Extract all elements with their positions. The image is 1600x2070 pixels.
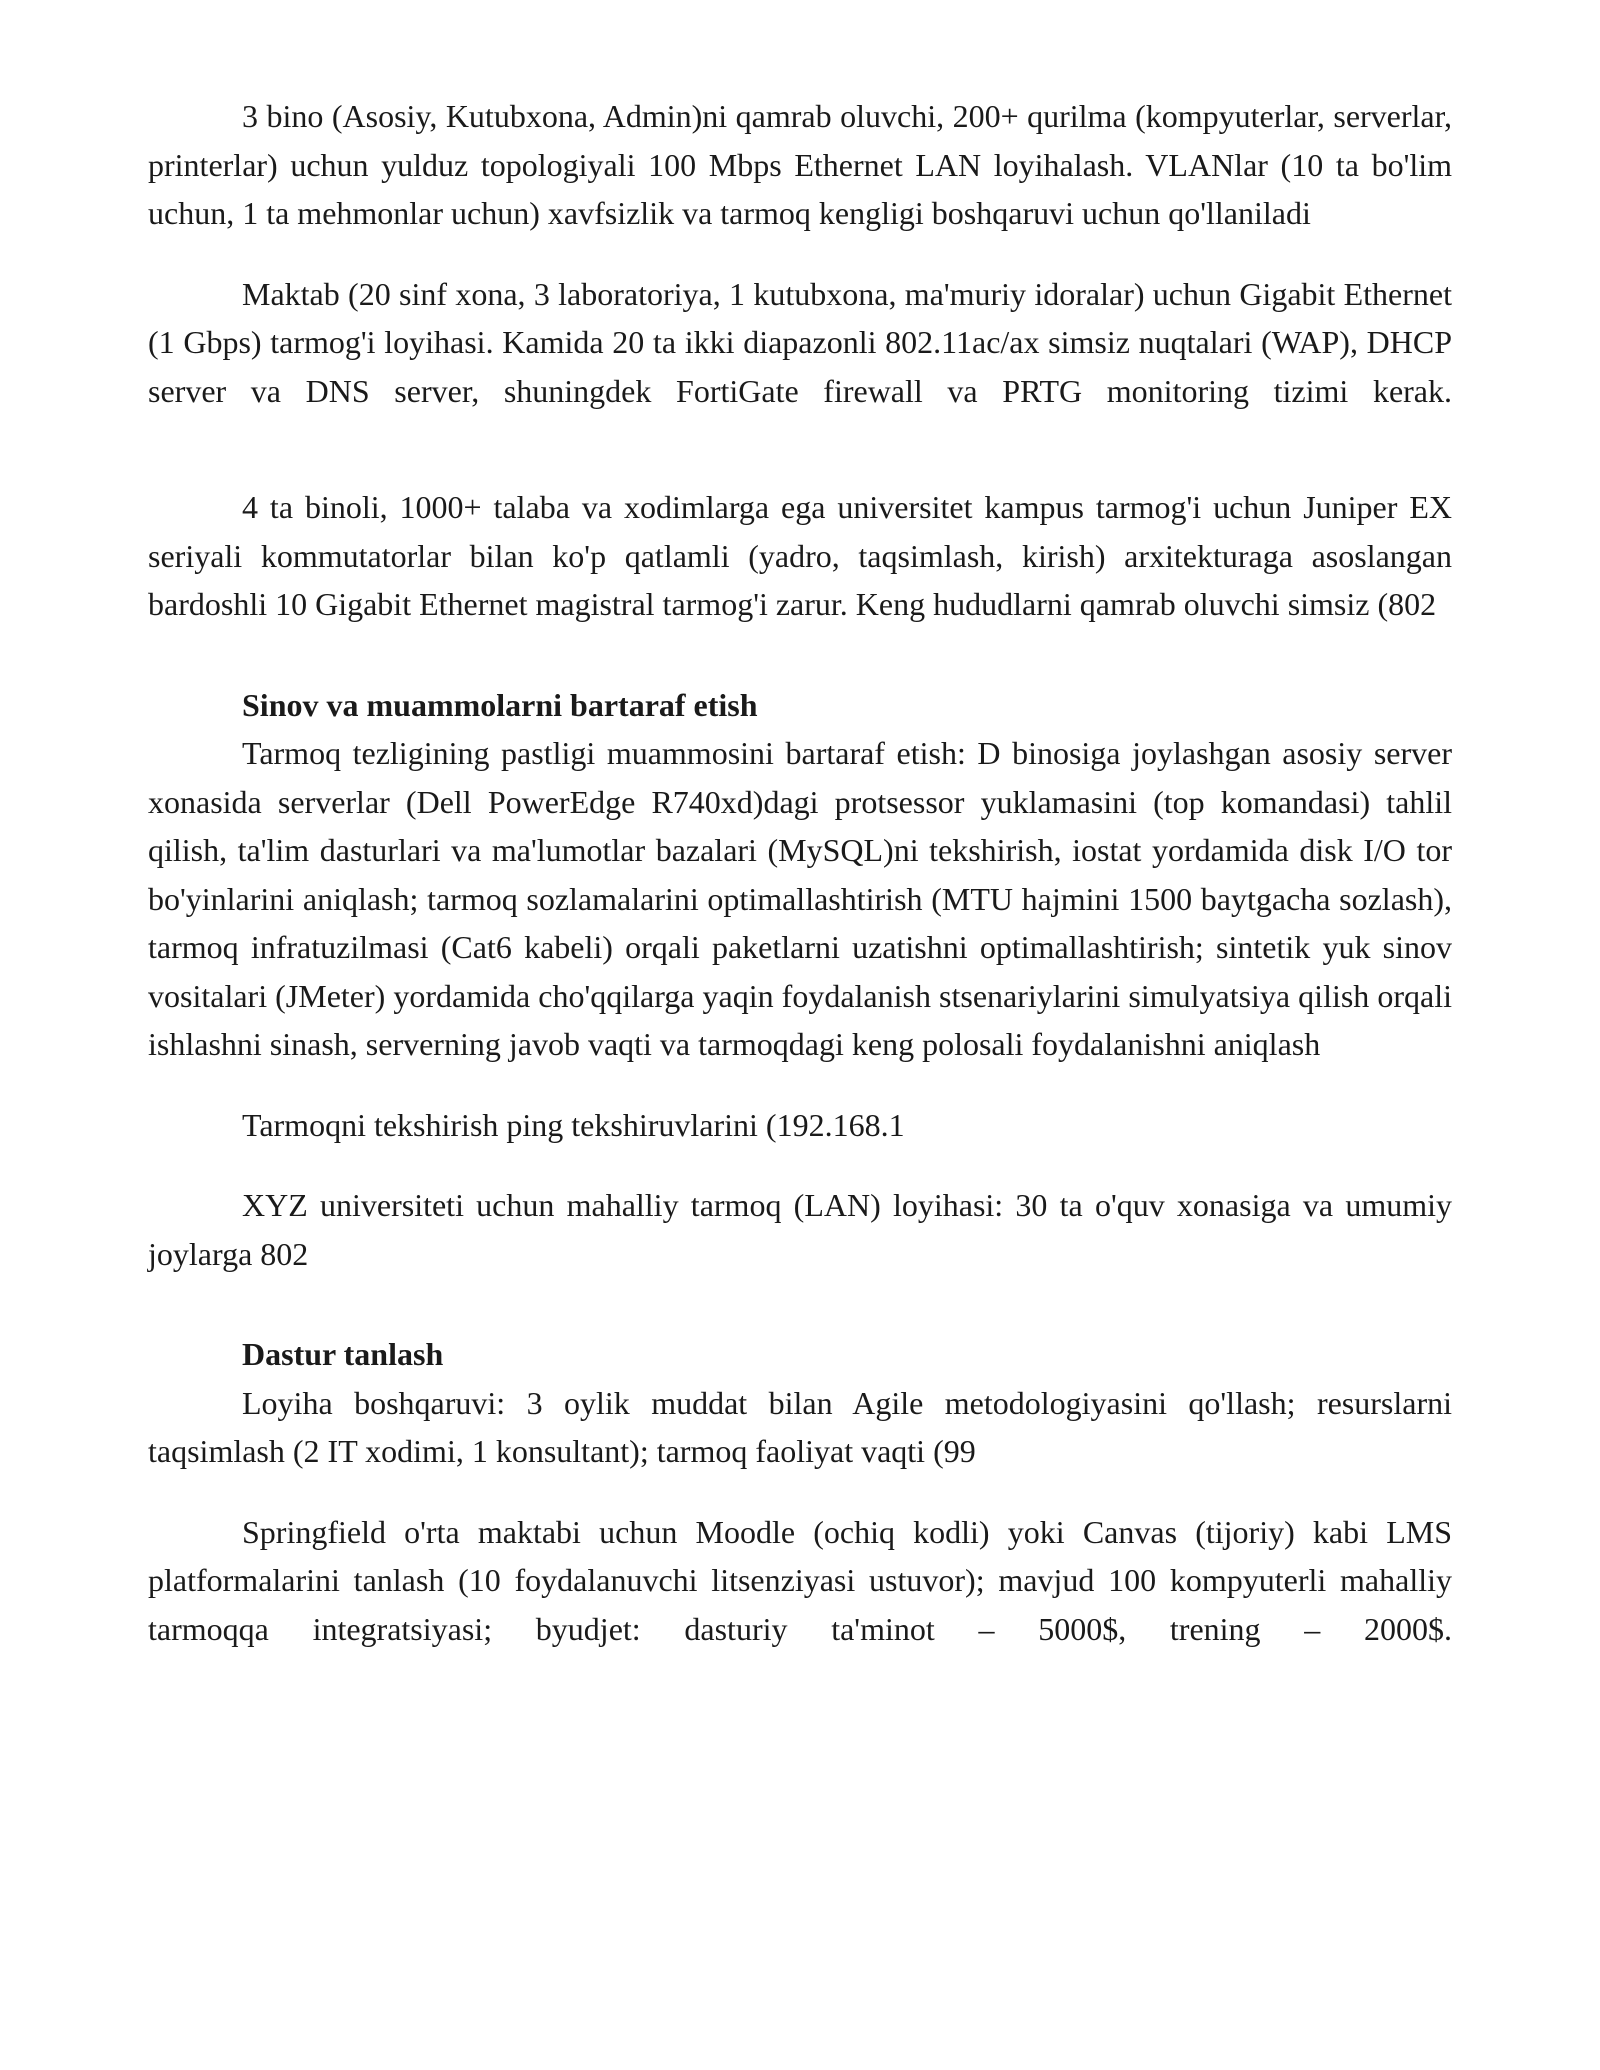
paragraph-gap — [148, 1476, 1452, 1508]
paragraph-gap — [148, 1149, 1452, 1181]
paragraph-gap — [148, 629, 1452, 681]
paragraph-gap — [148, 1278, 1452, 1330]
section-heading-testing: Sinov va muammolarni bartaraf etish — [242, 686, 758, 723]
paragraph-xyz-lan: XYZ universiteti uchun mahalliy tarmoq (LAN) loyihasi: 30 ta o'quv xonasiga va umumiy joylarga 802 — [148, 1187, 1452, 1272]
paragraph-gap — [148, 238, 1452, 270]
section-heading-software: Dastur tanlash — [242, 1336, 444, 1372]
paragraph-project-management: Loyiha boshqaruvi: 3 oylik muddat bilan Agile metodologiyasini qo'llash; resurslarni taqsimlash (2 IT xodimi, 1 konsultant); tarmoq faoliyat vaqti (99 — [148, 1384, 1452, 1469]
paragraph-gap — [148, 1069, 1452, 1101]
paragraph-school-network: Maktab (20 sinf xona, 3 laboratoriya, 1 kutubxona, ma'muriy idoralar) uchun Gigabit Ethernet (1 Gbps) tarmog'i loyihasi. Kamida 20 ta ikki diapazonli 802.11ac/ax simsiz nuqtalari (WAP), DHCP server va DNS server, shuningdek FortiGate firewall va PRTG monitoring tizimi kerak. — [148, 275, 1452, 409]
paragraph-lan-design: 3 bino (Asosiy, Kutubxona, Admin)ni qamrab oluvchi, 200+ qurilma (kompyuterlar, serverlar, printerlar) uchun yulduz topologiyali 100 Mbps Ethernet LAN loyihalash. VLANlar (10 ta bo'lim uchun, 1 ta mehmonlar uchun) xavfsizlik va tarmoq kengligi boshqaruvi uchun qo'llaniladi — [148, 98, 1452, 231]
paragraph-lms-selection: Springfield o'rta maktabi uchun Moodle (ochiq kodli) yoki Canvas (tijoriy) kabi LMS platformalarini tanlash (10 foydalanuvchi litsenziyasi ustuvor); mavjud 100 kompyuterli mahalliy tarmoqqa integratsiyasi; byudjet: dasturiy ta'minot – 5000$, trening – 2000$. — [148, 1513, 1452, 1647]
paragraph-troubleshooting: Tarmoq tezligining pastligi muammosini bartaraf etish: D binosiga joylashgan asosiy server xonasida serverlar (Dell PowerEdge R740xd)dagi protsessor yuklamasini (top komandasi) tahlil qilish, ta'lim dasturlari va ma'lumotlar bazalari (MySQL)ni tekshirish, iostat yordamida disk I/O tor bo'yinlarini aniqlash; tarmoq sozlamalarini optimallashtirish (MTU hajmini 1500 baytgacha sozlash), tarmoq infratuzilmasi (Cat6 kabeli) orqali paketlarni uzatishni optimallashtirish; sintetik yuk sinov vositalari (JMeter) yordamida cho'qqilarga yaqin foydalanish stsenariylarini simulyatsiya qilish orqali ishlashni sinash, serverning javob vaqti va tarmoqdagi keng polosali foydalanishni aniqlash — [148, 735, 1452, 1062]
paragraph-campus-network: 4 ta binoli, 1000+ talaba va xodimlarga ega universitet kampus tarmog'i uchun Juniper EX seriyali kommutatorlar bilan ko'p qatlamli (yadro, taqsimlash, kirish) arxitekturaga asoslangan bardoshli 10 Gigabit Ethernet magistral tarmog'i zarur. Keng hududlarni qamrab oluvchi simsiz (802 — [148, 489, 1452, 622]
paragraph-gap — [148, 415, 1452, 483]
document-page — [148, 92, 1452, 1653]
paragraph-ping-check: Tarmoqni tekshirish ping tekshiruvlarini (192.168.1 — [242, 1106, 905, 1143]
